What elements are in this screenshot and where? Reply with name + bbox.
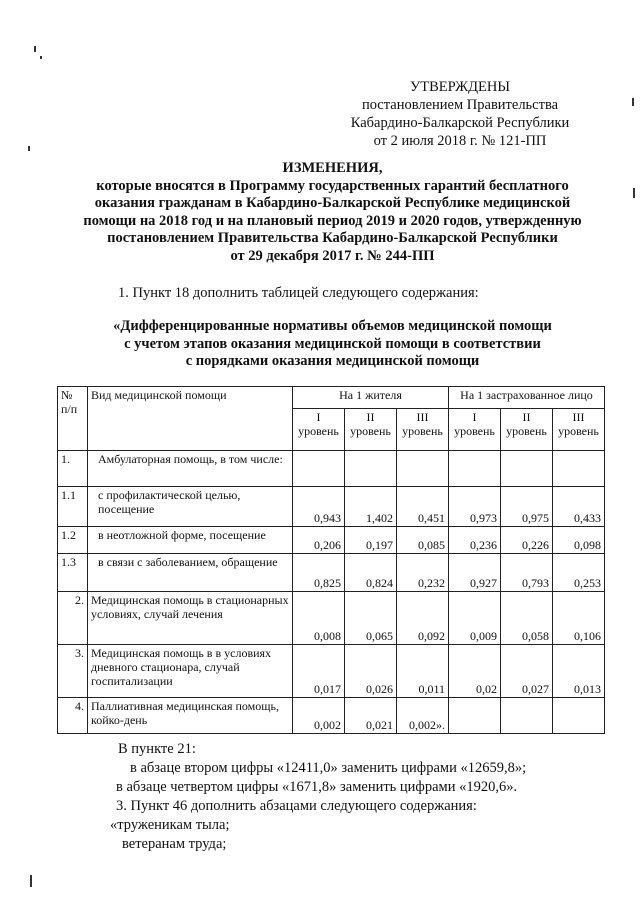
row-value: 0,973	[449, 487, 501, 527]
table-row	[58, 698, 605, 734]
row-value: 0,013	[553, 645, 605, 698]
row-name: с профилактической целью, посещение	[88, 487, 293, 527]
row-value	[553, 451, 605, 487]
row-value: 0,058	[501, 592, 553, 645]
row-value: 0,026	[345, 645, 397, 698]
row-value: 0,226	[501, 527, 553, 554]
row-value	[345, 451, 397, 487]
approval-title: УТВЕРЖДЕНЫ	[409, 79, 511, 95]
row-value: 0,451	[397, 487, 449, 527]
row-num: 4.	[58, 698, 88, 734]
row-name: Медицинская помощь в в условиях дневного стационара, случай госпитализации	[88, 645, 293, 698]
row-value: 0,197	[345, 527, 397, 554]
footer-line: в абзаце втором цифры «12411,0» заменить цифрами «12659,8»;	[130, 760, 527, 776]
row-value: 0,825	[293, 554, 345, 592]
row-value: 0,021	[345, 698, 397, 734]
row-value: 1,402	[345, 487, 397, 527]
paragraph-1: 1. Пункт 18 дополнить таблицей следующего содержания:	[118, 285, 479, 301]
document-heading: ИЗМЕНЕНИЯ, которые вносятся в Программу государственных гарантий бесплатного оказания гражданам в Кабардино-Балкарской Республике медицинской помощи на 2018 год и на плановый период 2019 и 2020 годов, утвержденную постановлением Правительства Кабардино-Балкарской Республики от 29 декабря 2017 г. № 244-ПП	[60, 160, 605, 265]
row-value: 0,793	[501, 554, 553, 592]
row-value	[501, 451, 553, 487]
header-level: II уровень	[501, 409, 553, 451]
row-name: в связи с заболеванием, обращение	[88, 554, 293, 592]
row-value: 0,085	[397, 527, 449, 554]
table-row	[58, 527, 605, 554]
header-level: I уровень	[293, 409, 345, 451]
row-num: 1.3	[58, 554, 88, 592]
row-value: 0,02	[449, 645, 501, 698]
row-value: 0,943	[293, 487, 345, 527]
row-value: 0,002».	[397, 698, 449, 734]
row-value: 0,236	[449, 527, 501, 554]
row-name: Паллиативная медицинская помощь, койко-день	[88, 698, 293, 734]
table-row	[58, 554, 605, 592]
row-num: 3.	[58, 645, 88, 698]
header-per-resident: На 1 жителя	[293, 387, 449, 409]
header-level: I уровень	[449, 409, 501, 451]
footer-line: В пункте 21:	[118, 741, 196, 757]
row-value	[449, 698, 501, 734]
row-name: Медицинская помощь в стационарных условиях, случай лечения	[88, 592, 293, 645]
row-value: 0,232	[397, 554, 449, 592]
row-value: 0,065	[345, 592, 397, 645]
row-value: 0,098	[553, 527, 605, 554]
row-value: 0,975	[501, 487, 553, 527]
footer-line: «труженикам тыла;	[110, 817, 230, 833]
row-value: 0,927	[449, 554, 501, 592]
header-type: Вид медицинской помощи	[88, 387, 293, 451]
footer-line: в абзаце четвертом цифры «1671,8» заменить цифрами «1920,6».	[116, 779, 518, 795]
row-value: 0,092	[397, 592, 449, 645]
footer-text	[100, 740, 600, 854]
row-value: 0,009	[449, 592, 501, 645]
row-num: 1.1	[58, 487, 88, 527]
row-value: 0,011	[397, 645, 449, 698]
row-num: 2.	[58, 592, 88, 645]
header-num: № п/п	[58, 387, 88, 451]
scan-mark	[40, 56, 42, 59]
row-name: в неотложной форме, посещение	[88, 527, 293, 554]
footer-line: ветеранам труда;	[122, 836, 227, 852]
table-row	[58, 487, 605, 527]
table-row	[58, 451, 605, 487]
row-name: Амбулаторная помощь, в том числе:	[88, 451, 293, 487]
footer-line: 3. Пункт 46 дополнить абзацами следующего содержания:	[116, 798, 477, 814]
scan-mark	[632, 98, 634, 106]
scan-mark	[34, 46, 36, 52]
row-num: 1.	[58, 451, 88, 487]
scan-mark	[30, 875, 32, 887]
table-row	[58, 645, 605, 698]
row-num: 1.2	[58, 527, 88, 554]
row-value: 0,433	[553, 487, 605, 527]
row-value	[293, 451, 345, 487]
row-value: 0,253	[553, 554, 605, 592]
row-value: 0,206	[293, 527, 345, 554]
document-title: ИЗМЕНЕНИЯ,	[282, 160, 383, 176]
header-level: II уровень	[345, 409, 397, 451]
row-value: 0,824	[345, 554, 397, 592]
row-value: 0,106	[553, 592, 605, 645]
row-value: 0,008	[293, 592, 345, 645]
header-level: III уровень	[553, 409, 605, 451]
row-value: 0,017	[293, 645, 345, 698]
header-per-insured: На 1 застрахованное лицо	[449, 387, 605, 409]
approval-block: УТВЕРЖДЕНЫ постановлением Правительства Кабардино-Балкарской Республики от 2 июля 2018 г. № 121-ПП	[330, 78, 590, 150]
table-row	[58, 592, 605, 645]
header-level: III уровень	[397, 409, 449, 451]
norms-table	[57, 386, 605, 734]
row-value	[553, 698, 605, 734]
row-value	[397, 451, 449, 487]
row-value	[501, 698, 553, 734]
scan-mark	[633, 188, 635, 198]
scan-mark	[28, 146, 30, 151]
table-title: «Дифференцированные нормативы объемов медицинской помощи с учетом этапов оказания медицинской помощи в соответствии с порядками оказания медицинской помощи	[113, 318, 552, 369]
row-value: 0,002	[293, 698, 345, 734]
row-value	[449, 451, 501, 487]
row-value: 0,027	[501, 645, 553, 698]
